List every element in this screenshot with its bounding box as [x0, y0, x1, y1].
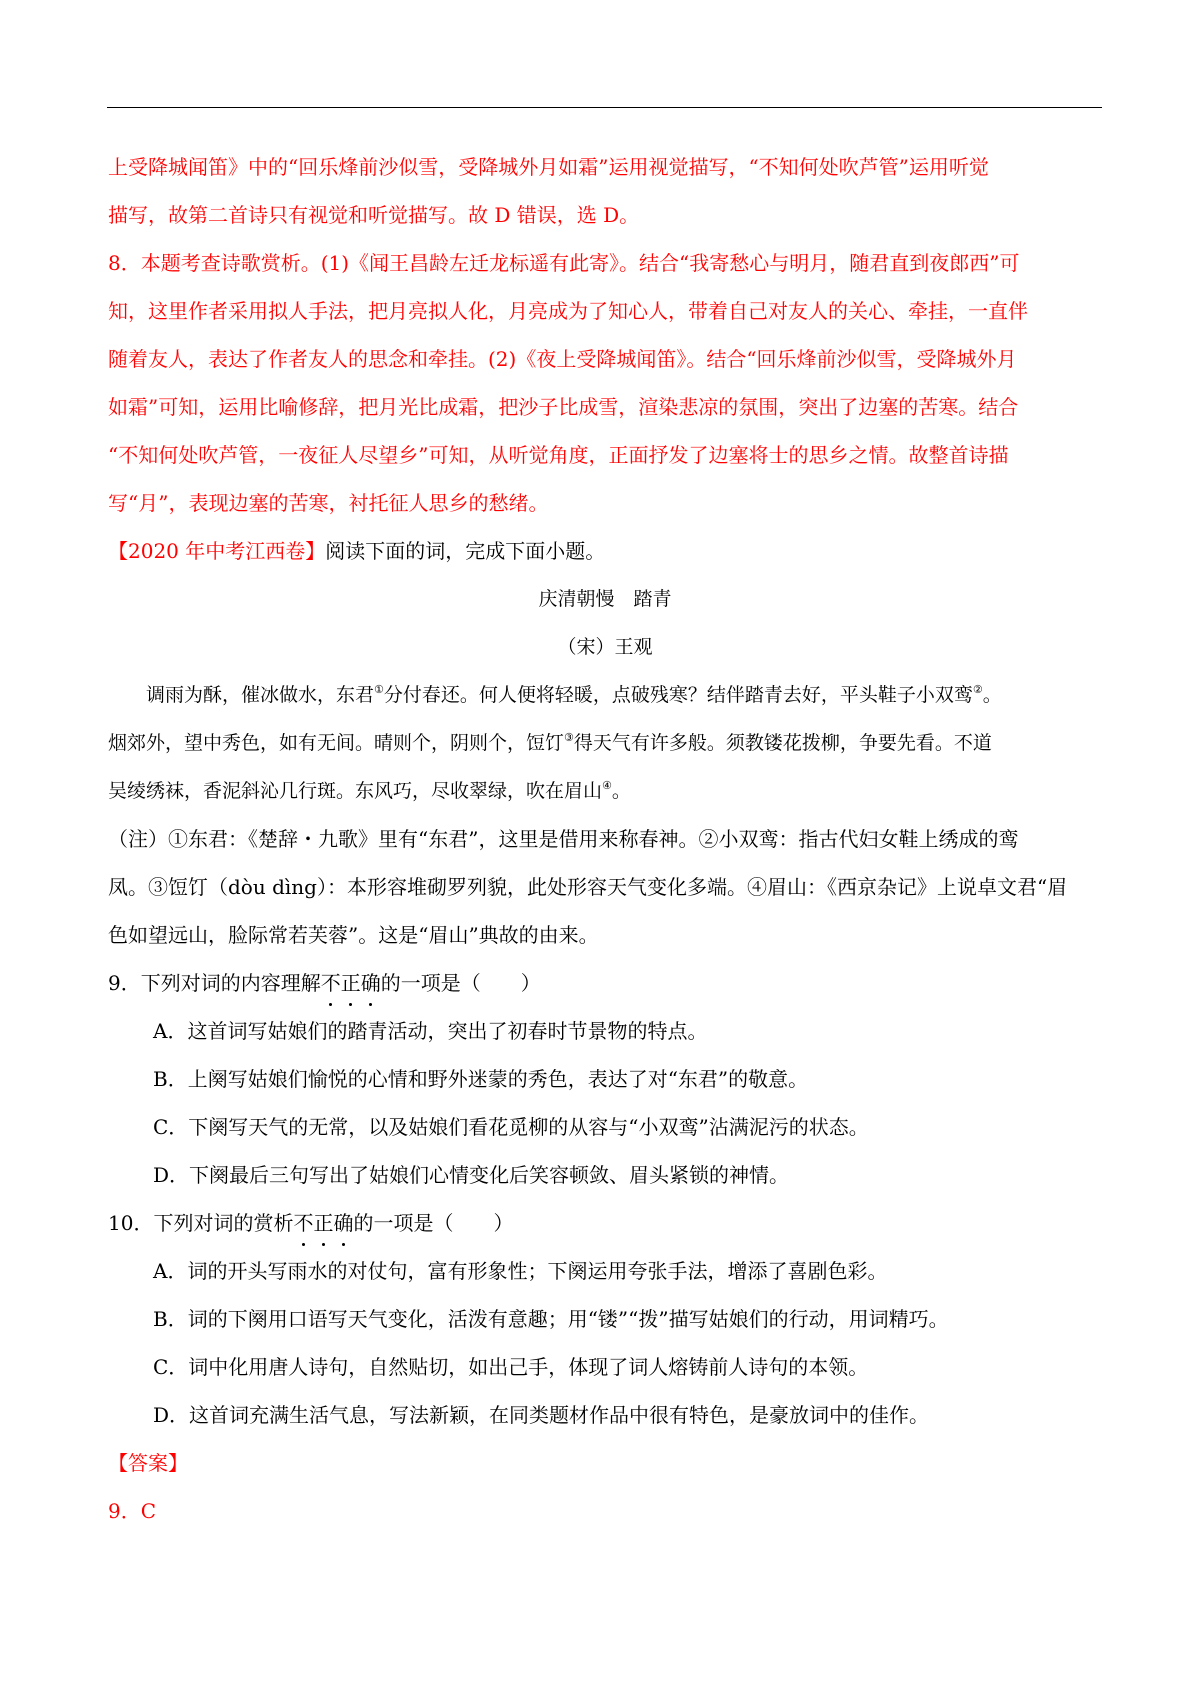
page-content	[108, 143, 1102, 1535]
source-tag: 【2020 年中考江西卷】	[108, 539, 326, 563]
notes-line: 色如望远山，脸际常若芙蓉”。这是“眉山”典故的由来。	[108, 923, 599, 947]
section-instruction: 阅读下面的词，完成下面小题。	[325, 539, 606, 563]
question-9-option-b: B．上阕写姑娘们愉悦的心情和野外迷蒙的秀色，表达了对“东君”的敬意。	[153, 1067, 809, 1091]
question-10-option-c: C．词中化用唐人诗句，自然贴切，如出己手，体现了词人熔铸前人诗句的本领。	[153, 1355, 869, 1379]
notes-line: 凤。③饾饤（dòu dìng）：本形容堆砌罗列貌，此处形容天气变化多端。④眉山：《西京杂记》上说卓文君“眉	[108, 875, 1068, 899]
question-10-stem	[108, 1199, 1102, 1247]
emphasis-char: 确	[333, 1199, 353, 1247]
question-10-option-d: D．这首词充满生活气息，写法新颖，在同类题材作品中很有特色，是豪放词中的佳作。	[153, 1403, 930, 1427]
poem-text: 得天气有许多般。须教镂花拨柳，争要先看。不道	[573, 732, 992, 754]
notes-line: （注）①东君：《楚辞・九歌》里有“东君”，这里是借用来称春神。②小双鸾：指古代妇女鞋上绣成的鸾	[108, 827, 1019, 851]
footnote-marker: ①	[374, 683, 384, 696]
poem-line	[108, 719, 1102, 767]
footnote-marker: ③	[564, 731, 574, 744]
poem-text: 。	[982, 684, 1002, 706]
question-9-option-a: A．这首词写姑娘们的踏青活动，突出了初春时节景物的特点。	[153, 1019, 708, 1043]
answer-q9: 9．C	[108, 1499, 157, 1523]
question-10-option-b: B．词的下阕用口语写天气变化，活泼有意趣；用“镂”“拨”描写姑娘们的行动，用词精巧。	[153, 1307, 949, 1331]
emphasis-char: 不	[293, 1199, 313, 1247]
q8-analysis-line: 如霜”可知，运用比喻修辞，把月光比成霜，把沙子比成雪，渲染悲凉的氛围，突出了边塞的苦寒。结合	[108, 395, 1019, 419]
poem-text: 调雨为酥，催冰做水，东君	[146, 684, 375, 706]
question-9-option-d: D．下阕最后三句写出了姑娘们心情变化后笑容顿敛、眉头紧锁的神情。	[153, 1163, 790, 1187]
poem-line	[108, 671, 1102, 719]
poem-author: （宋）王观	[557, 636, 653, 658]
q8-analysis-line: 随着友人，表达了作者友人的思念和牵挂。(2)《夜上受降城闻笛》。结合“回乐烽前沙似雪，受降城外月	[108, 347, 1017, 371]
poem-text: 。	[611, 780, 631, 802]
poem-text: 分付春还。何人便将轻暖，点破残寒？结伴踏青去好，平头鞋子小双鸾	[383, 684, 973, 706]
poem-title: 庆清朝慢 踏青	[538, 588, 672, 610]
analysis-line: 上受降城闻笛》中的“回乐烽前沙似雪，受降城外月如霜”运用视觉描写，“不知何处吹芦管”运用听觉	[108, 155, 989, 179]
poem-line	[108, 767, 1102, 815]
q8-analysis-line: 写“月”，表现边塞的苦寒，衬托征人思乡的愁绪。	[108, 491, 549, 515]
emphasis-char: 不	[321, 959, 341, 1007]
question-9-option-c: C．下阕写天气的无常，以及姑娘们看花觅柳的从容与“小双鸾”沾满泥污的状态。	[153, 1115, 869, 1139]
emphasis-char: 确	[361, 959, 381, 1007]
analysis-line: 描写，故第二首诗只有视觉和听觉描写。故 D 错误，选 D。	[108, 203, 640, 227]
answer-label: 【答案】	[108, 1451, 188, 1475]
footnote-marker: ④	[602, 779, 612, 792]
q8-analysis-line: 知，这里作者采用拟人手法，把月亮拟人化，月亮成为了知心人，带着自己对友人的关心、牵挂，一直伴	[108, 299, 1028, 323]
header-rule	[107, 107, 1102, 108]
question-text: 9．下列对词的内容理解	[108, 971, 321, 995]
question-text: 的一项是（ ）	[380, 971, 541, 995]
question-10-option-a: A．词的开头写雨水的对仗句，富有形象性；下阕运用夸张手法，增添了喜剧色彩。	[153, 1259, 888, 1283]
poem-text: 烟郊外，望中秀色，如有无间。晴则个，阴则个，饾饤	[108, 732, 565, 754]
emphasis-char: 正	[313, 1199, 333, 1247]
poem-text: 吴绫绣袜，香泥斜沁几行斑。东风巧，尽收翠绿，吹在眉山	[108, 780, 603, 802]
q8-analysis-line: “不知何处吹芦管，一夜征人尽望乡”可知，从听觉角度，正面抒发了边塞将士的思乡之情。故整首诗描	[108, 443, 1009, 467]
emphasis-char: 正	[341, 959, 361, 1007]
section-header	[108, 527, 1102, 575]
question-text: 的一项是（ ）	[353, 1211, 514, 1235]
footnote-marker: ②	[972, 683, 983, 696]
q8-analysis-line: 8．本题考查诗歌赏析。(1)《闻王昌龄左迁龙标遥有此寄》。结合“我寄愁心与明月，随君直到夜郎西”可	[108, 251, 1020, 275]
question-text: 10．下列对词的赏析	[108, 1211, 294, 1235]
question-9-stem	[108, 959, 1102, 1007]
